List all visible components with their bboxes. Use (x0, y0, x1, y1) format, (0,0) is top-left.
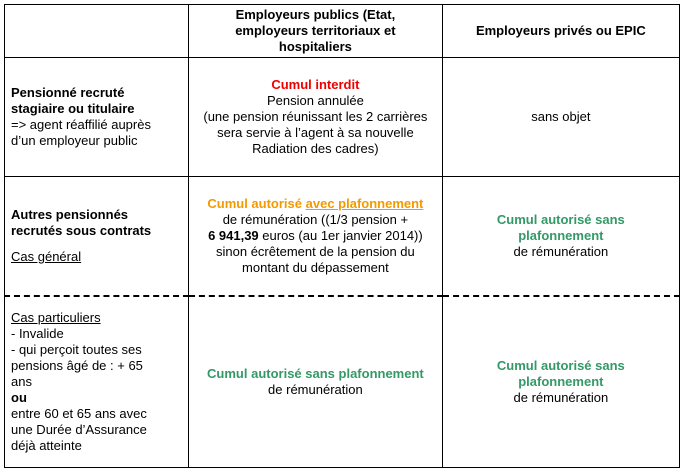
table-row (5, 296, 680, 468)
header-private-employers: Employeurs privés ou EPIC (442, 5, 679, 58)
row1-private-cell: sans objet (442, 58, 679, 177)
row2-label-cell: Autres pensionnés recrutés sous contrats Cas général (5, 177, 189, 297)
avec-plafonnement-text: avec plafonnement (305, 196, 424, 211)
row1-label-cell: Pensionné recruté stagiaire ou titulaire => agent réaffilié auprès d’un employeur public (5, 58, 189, 177)
header-public-employers: Employeurs publics (Etat, employeurs territoriaux et hospitaliers (189, 5, 443, 58)
cumul-table (4, 4, 680, 468)
row1-public-cell: Cumul interdit Pension annulée (une pension réunissant les 2 carrières sera servie à l’agent à sa nouvelle Radiation des cadres) (189, 58, 443, 177)
header-empty-cell (5, 5, 189, 58)
table-row (5, 58, 680, 177)
row3-label-cell: Cas particuliers - Invalide - qui perçoit toutes ses pensions âgé de : + 65 ans ou entre 60 et 65 ans avec une Durée d’Assurance déjà atteinte (5, 296, 189, 468)
cumul-interdit-text: Cumul interdit (271, 77, 360, 92)
plafond-amount: 6 941,39 (208, 228, 259, 243)
cas-particuliers-label: Cas particuliers (11, 310, 101, 325)
row3-private-cell: Cumul autorisé sans plafonnement de rémunération (442, 296, 679, 468)
table-row (5, 177, 680, 297)
table-header-row (5, 5, 680, 58)
row2-private-cell: Cumul autorisé sans plafonnement de rémunération (442, 177, 679, 297)
row3-public-cell: Cumul autorisé sans plafonnement de rémunération (189, 296, 443, 468)
cas-general-label: Cas général (11, 249, 82, 264)
row2-public-cell: Cumul autorisé avec plafonnement de rémunération ((1/3 pension + 6 941,39 euros (au 1er janvier 2014)) sinon écrêtement de la pension du montant du dépassement (189, 177, 443, 297)
